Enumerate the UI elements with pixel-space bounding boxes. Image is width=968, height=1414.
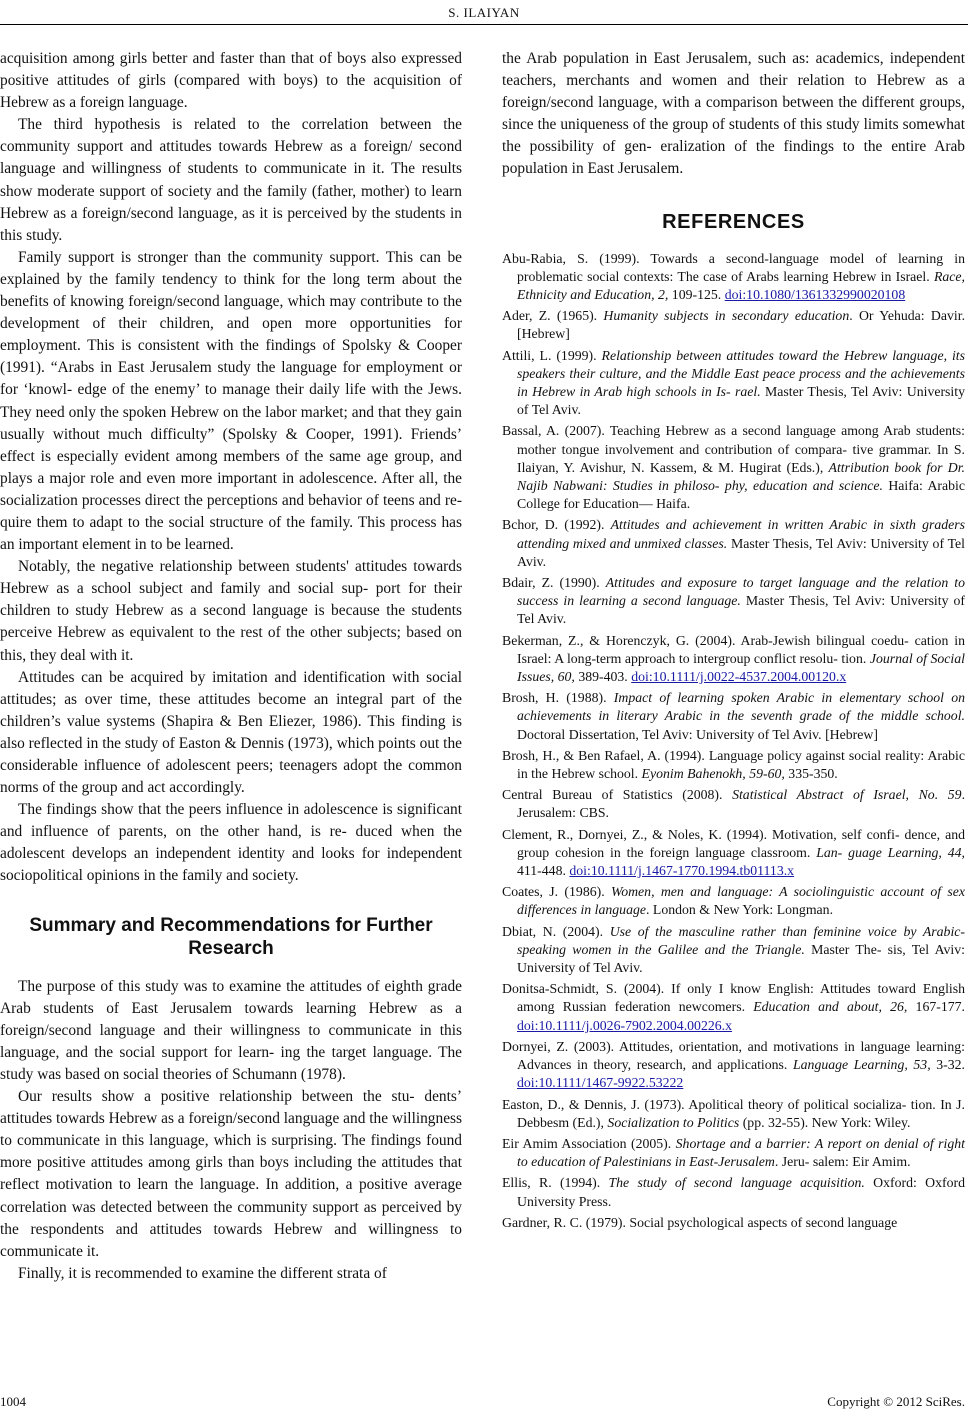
reference-details: . Jeru- salem: Eir Amim. [774, 1154, 911, 1170]
paragraph: Family support is stronger than the community support. This can be explained by the family tendency to think for the long term about the benefits of knowing foreign/second language, which may contribute to the development of their children, and open more opportunities for employment. This is consistent with the findings of Spolsky & Cooper (1991). “Arabs in East Jerusalem study the language for employment or for ‘knowl- edge of the enemy’ to manage their daily life with the Jews. They need only the spoken Hebrew on the labor market; and that they gain usually without much difficulty” (Spolsky & Cooper, 1991). Friends’ effect is especially evident among members of the same age group, and plays a major role and even more important in adolescence. After all, the socialization processes direct the perceptions and behavior of teens and re- quire them to adapt to the social structure of the family. This process has an important element in to be learned. [0, 248, 462, 554]
reference-entry [502, 1214, 965, 1232]
reference-entry [502, 689, 965, 744]
reference-text: Dornyei, Z. (2003). Attitudes, orientation, and motivations in language learning: Advances in theory, research, and applications. [502, 1038, 965, 1073]
paragraph: Finally, it is recommended to examine the different strata of [18, 1264, 387, 1282]
paragraph: the Arab population in East Jerusalem, such as: academics, independent teachers, merchants and women and their relation to Hebrew as a foreign/second language, with a comparison between the different groups, since the uniqueness of the group of students of this study limits somewhat the possibility of gen- eralization of the findings to the entire Arab population in East Jerusalem. [502, 50, 965, 178]
paragraph: The findings show that the peers influence in adolescence is significant and influence of parents, on the other hand, is re- duced when the adolescent develops an independent identity and looks for independent sociopolitical opinions in the family and society. [0, 801, 462, 885]
reference-source: Eyonim Bahenokh, 59-60, [641, 766, 785, 782]
reference-entry [502, 786, 965, 822]
reference-details: Doctoral Dissertation, Tel Aviv: University of Tel Aviv. [Hebrew] [517, 726, 878, 742]
reference-text: Brosh, H. (1988). [502, 690, 614, 706]
reference-source: Use of the masculine rather than feminine voice by Arabic-speaking women in the Galilee and the Triangle. [517, 923, 965, 957]
reference-source: The study of second language acquisition. [608, 1175, 865, 1191]
section-heading: Summary and Recommendations for Further Research [29, 914, 433, 959]
header-rule [0, 24, 968, 25]
reference-entry [502, 980, 965, 1035]
reference-entry [502, 1135, 965, 1171]
reference-entry [502, 632, 965, 687]
reference-source: Language Learning, 53, [792, 1057, 931, 1073]
reference-text: Ellis, R. (1994). [502, 1175, 609, 1191]
reference-details: 167-177. [907, 999, 965, 1015]
reference-entry [502, 1038, 965, 1093]
reference-text: Dbiat, N. (2004). [502, 923, 610, 939]
reference-entry [502, 422, 965, 513]
doi-link[interactable]: doi:10.1111/j.0022-4537.2004.00120.x [631, 669, 847, 685]
paragraph: Attitudes can be acquired by imitation and identification with social attitudes; as over time, these attitudes become an integral part of the children’s value systems (Shapira & Ben Eliezer, 1986). This finding is also reflected in the study of Easton & Dennis (1973), which points out the considerable influence of adolescent peers; teenagers adopt the common norms of the group and act accordingly. [0, 668, 462, 797]
reference-source: Statistical Abstract of Israel, No. 59 [732, 787, 962, 803]
reference-details: 389-403. [574, 669, 632, 685]
reference-text: Gardner, R. C. (1979). Social psychological aspects of second language [502, 1214, 898, 1230]
reference-source: Attitudes and achievement in written Arabic in sixth graders attending mixed and unmixed classes. [517, 517, 965, 551]
reference-source: Humanity subjects in secondary education [603, 308, 850, 324]
reference-details: Master The- sis, Tel Aviv: University of Tel Aviv. [517, 941, 965, 976]
reference-source: Socialization to Politics [607, 1114, 740, 1130]
reference-details: (pp. 32-55). New York: Wiley. [739, 1114, 911, 1130]
reference-source: Attitudes and exposure to target language and the relation to success in learning a second language. [517, 575, 965, 609]
reference-source: Journal of Social Issues, 60, [517, 650, 965, 685]
reference-entry [502, 747, 965, 783]
reference-text: Abu-Rabia, S. (1999). Towards a second-language model of learning in problematic social contexts: The case of Arabs learning Hebrew in Israel. [502, 250, 965, 284]
reference-details: Master Thesis, Tel Aviv: University of Tel Aviv. [517, 593, 965, 627]
reference-details: Master Thesis, Tel Aviv: University of Tel Aviv. [517, 535, 966, 569]
reference-text: Attili, L. (1999). [502, 347, 602, 363]
reference-text: Bdair, Z. (1990). [502, 575, 606, 591]
paragraph: The purpose of this study was to examine the attitudes of eighth grade Arab students of East Jerusalem towards learning Hebrew as a foreign/second language and their willingness to communicate in this language, and the social support for learn- ing the target language. The study was based on social theories of Schumann (1978). [0, 977, 462, 1083]
reference-text: Brosh, H., & Ben Rafael, A. (1994). Language policy against social reality: Arabic in the Hebrew school. [502, 747, 965, 782]
reference-entry [502, 923, 965, 978]
reference-source: Race, Ethnicity and Education, 2, [517, 268, 965, 302]
doi-link[interactable]: doi:10.1111/j.1467-1770.1994.tb01113.x [569, 863, 795, 879]
reference-source: Impact of learning spoken Arabic in elementary school on achievements in literary Arabic in the seventh grade of the middle school. [517, 690, 965, 724]
running-header: S. ILAIYAN [448, 5, 520, 20]
reference-details: 109-125. [668, 286, 725, 302]
reference-text: Easton, D., & Dennis, J. (1973). Apolitical theory of political socializa- tion. In J. Debbesm (Ed.), [502, 1096, 965, 1130]
reference-details: . Or Yehuda: Davir. [Hebrew] [517, 308, 966, 342]
reference-list [502, 250, 965, 1232]
reference-entry [502, 883, 965, 919]
reference-source: Education and about, 26, [753, 999, 908, 1015]
reference-entry [502, 307, 965, 343]
reference-text: Coates, J. (1986). [502, 884, 611, 900]
doi-link[interactable]: doi:10.1111/1467-9922.53222 [517, 1075, 684, 1091]
page-number: 1004 [0, 1394, 26, 1409]
reference-text: Central Bureau of Statistics (2008). [502, 787, 733, 803]
paragraph: acquisition among girls better and faster than that of boys also expressed positive attitudes of girls (compared with boys) to the acquisition of Hebrew as a foreign language. [0, 50, 462, 112]
reference-entry [502, 826, 965, 881]
reference-details: Oxford: Oxford University Press. [517, 1175, 965, 1209]
reference-entry [502, 1174, 965, 1210]
reference-text: Bassal, A. (2007). Teaching Hebrew as a second language among Arab students: mother tongue involvement and contribution of compara- tive grammar. In S. Ilaiyan, Y. Avishur, N. Kassem, & M. Hugirat (Eds.), [502, 423, 965, 475]
reference-entry [502, 574, 965, 629]
reference-text: Clement, R., Dornyei, Z., & Noles, K. (1994). Motivation, self confi- dence, and group cohesion in the foreign language classroom. [502, 826, 965, 860]
reference-details: . Jerusalem: CBS. [517, 787, 966, 821]
copyright-notice: Copyright © 2012 SciRes. [827, 1394, 965, 1409]
reference-entry [502, 250, 965, 305]
reference-text: Ader, Z. (1965). [502, 308, 604, 324]
right-column [502, 48, 965, 1235]
references-heading: REFERENCES [662, 210, 805, 233]
paragraph: Our results show a positive relationship between the stu- dents’ attitudes towards Hebrew as a foreign/second language and the willingness to communicate in this language, which is surprising. The findings found more positive attitudes among girls than boys including the attitudes that reflect motivation to learn the language. In addition, a positive average correlation was detected between the community support as perceived by the respondents and attitudes towards Hebrew and willingness to communicate it. [0, 1088, 463, 1260]
reference-details: 3-32. [930, 1057, 965, 1073]
reference-source: Relationship between attitudes toward the Hebrew language, its speakers their culture, and the Middle East peace process and the achievements in Hebrew in Arab high schools in Is- rael. [517, 347, 965, 399]
paragraph: The third hypothesis is related to the correlation between the community support and attitudes towards Hebrew as a foreign/ second language and willingness of students to communicate in it. The results show moderate support of society and the family (father, mother) to learn Hebrew as a foreign/second language, as it is perceived by the students in this study. [0, 116, 462, 244]
reference-entry [502, 1096, 965, 1132]
doi-link[interactable]: doi:10.1080/1361332990020108 [724, 286, 906, 302]
reference-source: Lan- guage Learning, 44, [816, 844, 965, 860]
reference-details: Master Thesis, Tel Aviv: University of Tel Aviv. [517, 383, 965, 418]
reference-text: Bekerman, Z., & Horenczyk, G. (2004). Arab-Jewish bilingual coedu- cation in Israel: A long-term approach to intergroup conflict resolu- tion. [502, 632, 965, 666]
reference-entry [502, 516, 965, 571]
left-column [0, 48, 462, 1285]
reference-source: Shortage and a barrier: A report on denial of right to education of Palestinians in East-Jerusalem [517, 1135, 965, 1170]
reference-text: Eir Amim Association (2005). [502, 1135, 676, 1151]
reference-details: 335-350. [784, 766, 838, 782]
reference-source: Women, men and language: A sociolinguistic account of sex differences in language [517, 884, 965, 918]
reference-text: Bchor, D. (1992). [502, 517, 611, 533]
reference-details: 411-448. [517, 863, 570, 879]
reference-details: Haifa: Arabic College for Education— Haifa. [517, 478, 965, 512]
doi-link[interactable]: doi:10.1111/j.0026-7902.2004.00226.x [517, 1017, 732, 1033]
reference-entry [502, 347, 965, 420]
reference-details: . London & New York: Longman. [646, 902, 834, 918]
reference-source: Attribution book for Dr. Najib Nabwani: Studies in philoso- phy, education and science. [517, 459, 966, 493]
reference-text: Donitsa-Schmidt, S. (2004). If only I know English: Attitudes toward English among Russian federation newcomers. [502, 981, 965, 1015]
paragraph: Notably, the negative relationship between students' attitudes towards Hebrew as a school subject and family and social sup- port for their children to study Hebrew as a second language is because the students perceive Hebrew as equivalent to the rest of the other subjects; based on this, they deal with it. [0, 558, 462, 664]
